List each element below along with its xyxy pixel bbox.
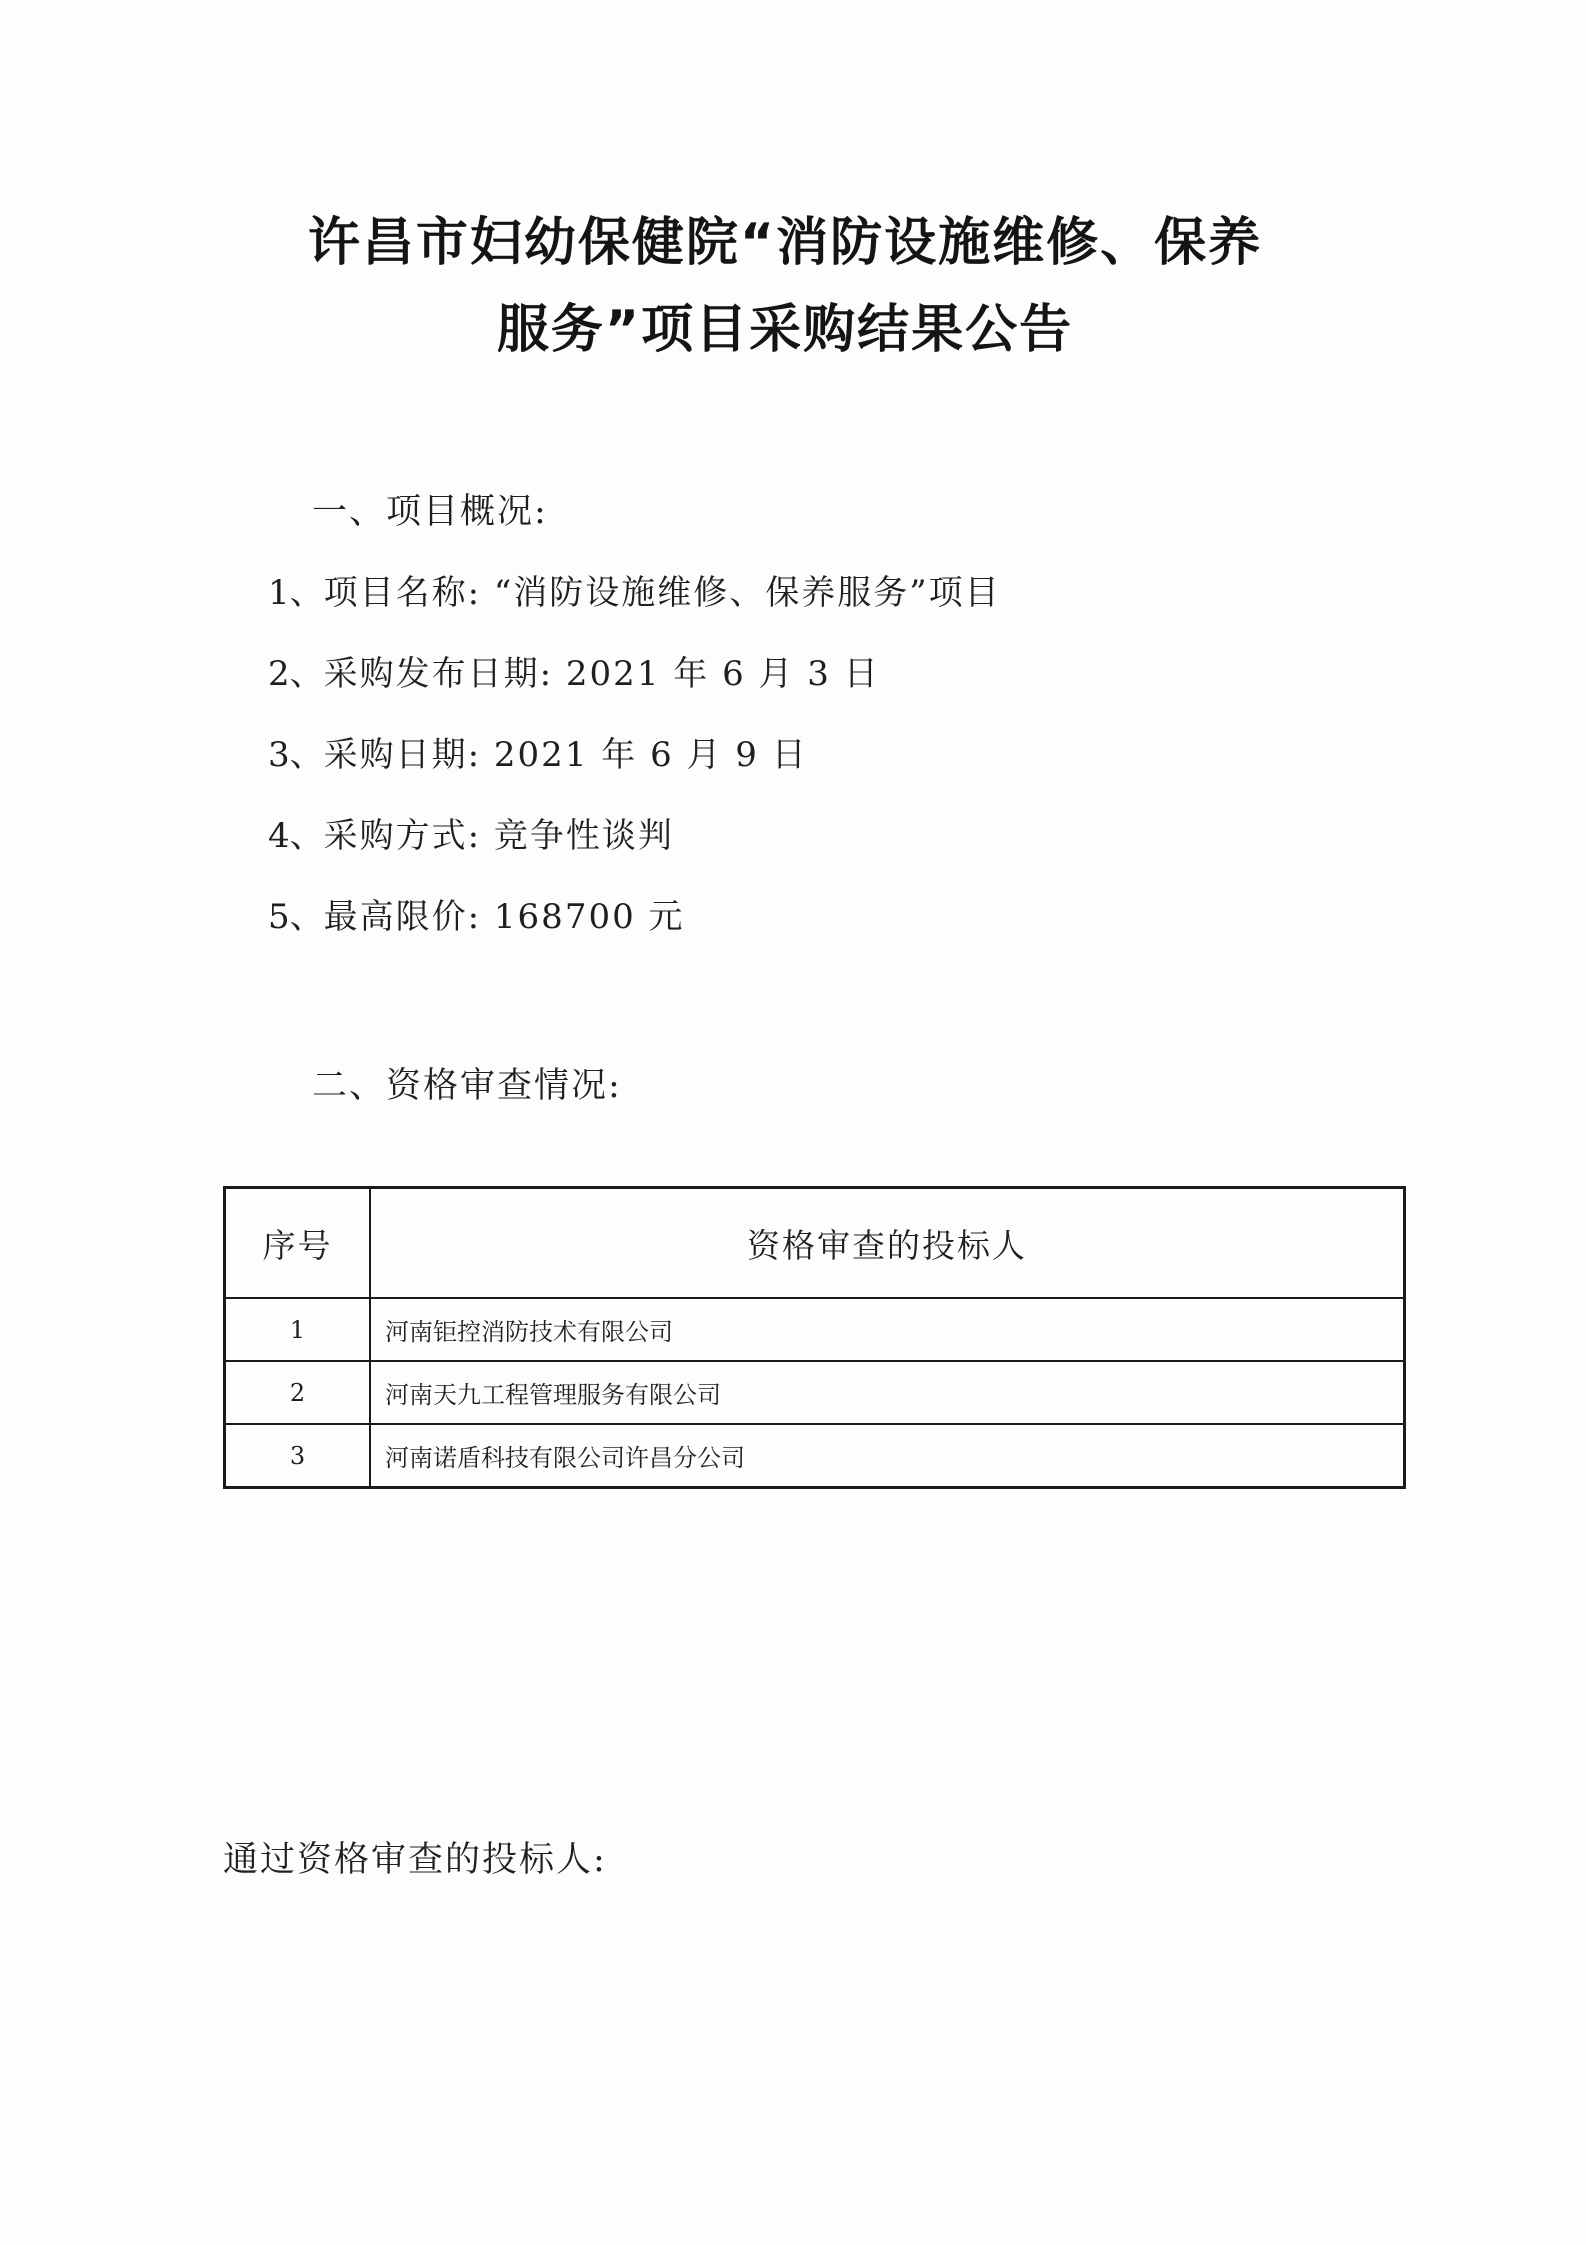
table-row [225, 1298, 1405, 1361]
row-bidder-name: 河南天九工程管理服务有限公司 [370, 1361, 1405, 1424]
document-title-line2: 服务”项目采购结果公告 [496, 300, 1074, 360]
item-number: 1、 [268, 573, 324, 613]
document-title-line1: 许昌市妇幼保健院“消防设施维修、保养 [307, 213, 1263, 273]
section2-heading: 二、资格审查情况: [312, 1066, 622, 1106]
item-number: 3、 [268, 735, 324, 775]
header-bidder: 资格审查的投标人 [370, 1188, 1405, 1299]
table-header-row [225, 1188, 1405, 1299]
passed-bidders-label: 通过资格审查的投标人: [223, 1840, 607, 1880]
overview-item-procurement-date [268, 727, 808, 776]
item-label: 采购发布日期: [323, 654, 554, 694]
overview-item-project-name [268, 565, 1001, 614]
overview-item-procurement-method [268, 808, 674, 857]
item-value: 168700 元 [493, 897, 685, 937]
item-label: 采购日期: [323, 735, 482, 775]
item-label: 项目名称: [323, 573, 482, 613]
item-value: 2021 年 6 月 3 日 [565, 654, 880, 694]
qualification-table [223, 1186, 1406, 1489]
row-serial-number: 1 [225, 1298, 371, 1361]
item-number: 2、 [268, 654, 324, 694]
row-bidder-name: 河南诺盾科技有限公司许昌分公司 [370, 1424, 1405, 1488]
row-serial-number: 2 [225, 1361, 371, 1424]
row-bidder-name: 河南钜控消防技术有限公司 [370, 1298, 1405, 1361]
item-value: “消防设施维修、保养服务”项目 [493, 573, 1001, 613]
section1-heading: 一、项目概况: [312, 492, 548, 532]
item-label: 最高限价: [323, 897, 482, 937]
item-value: 2021 年 6 月 9 日 [493, 735, 808, 775]
item-value: 竞争性谈判 [493, 816, 674, 856]
item-number: 4、 [268, 816, 324, 856]
item-label: 采购方式: [323, 816, 482, 856]
header-serial-number: 序号 [225, 1188, 371, 1299]
table-row [225, 1424, 1405, 1488]
overview-item-publish-date [268, 646, 880, 695]
table-row [225, 1361, 1405, 1424]
item-number: 5、 [268, 897, 324, 937]
row-serial-number: 3 [225, 1424, 371, 1488]
overview-item-max-price [268, 889, 685, 938]
